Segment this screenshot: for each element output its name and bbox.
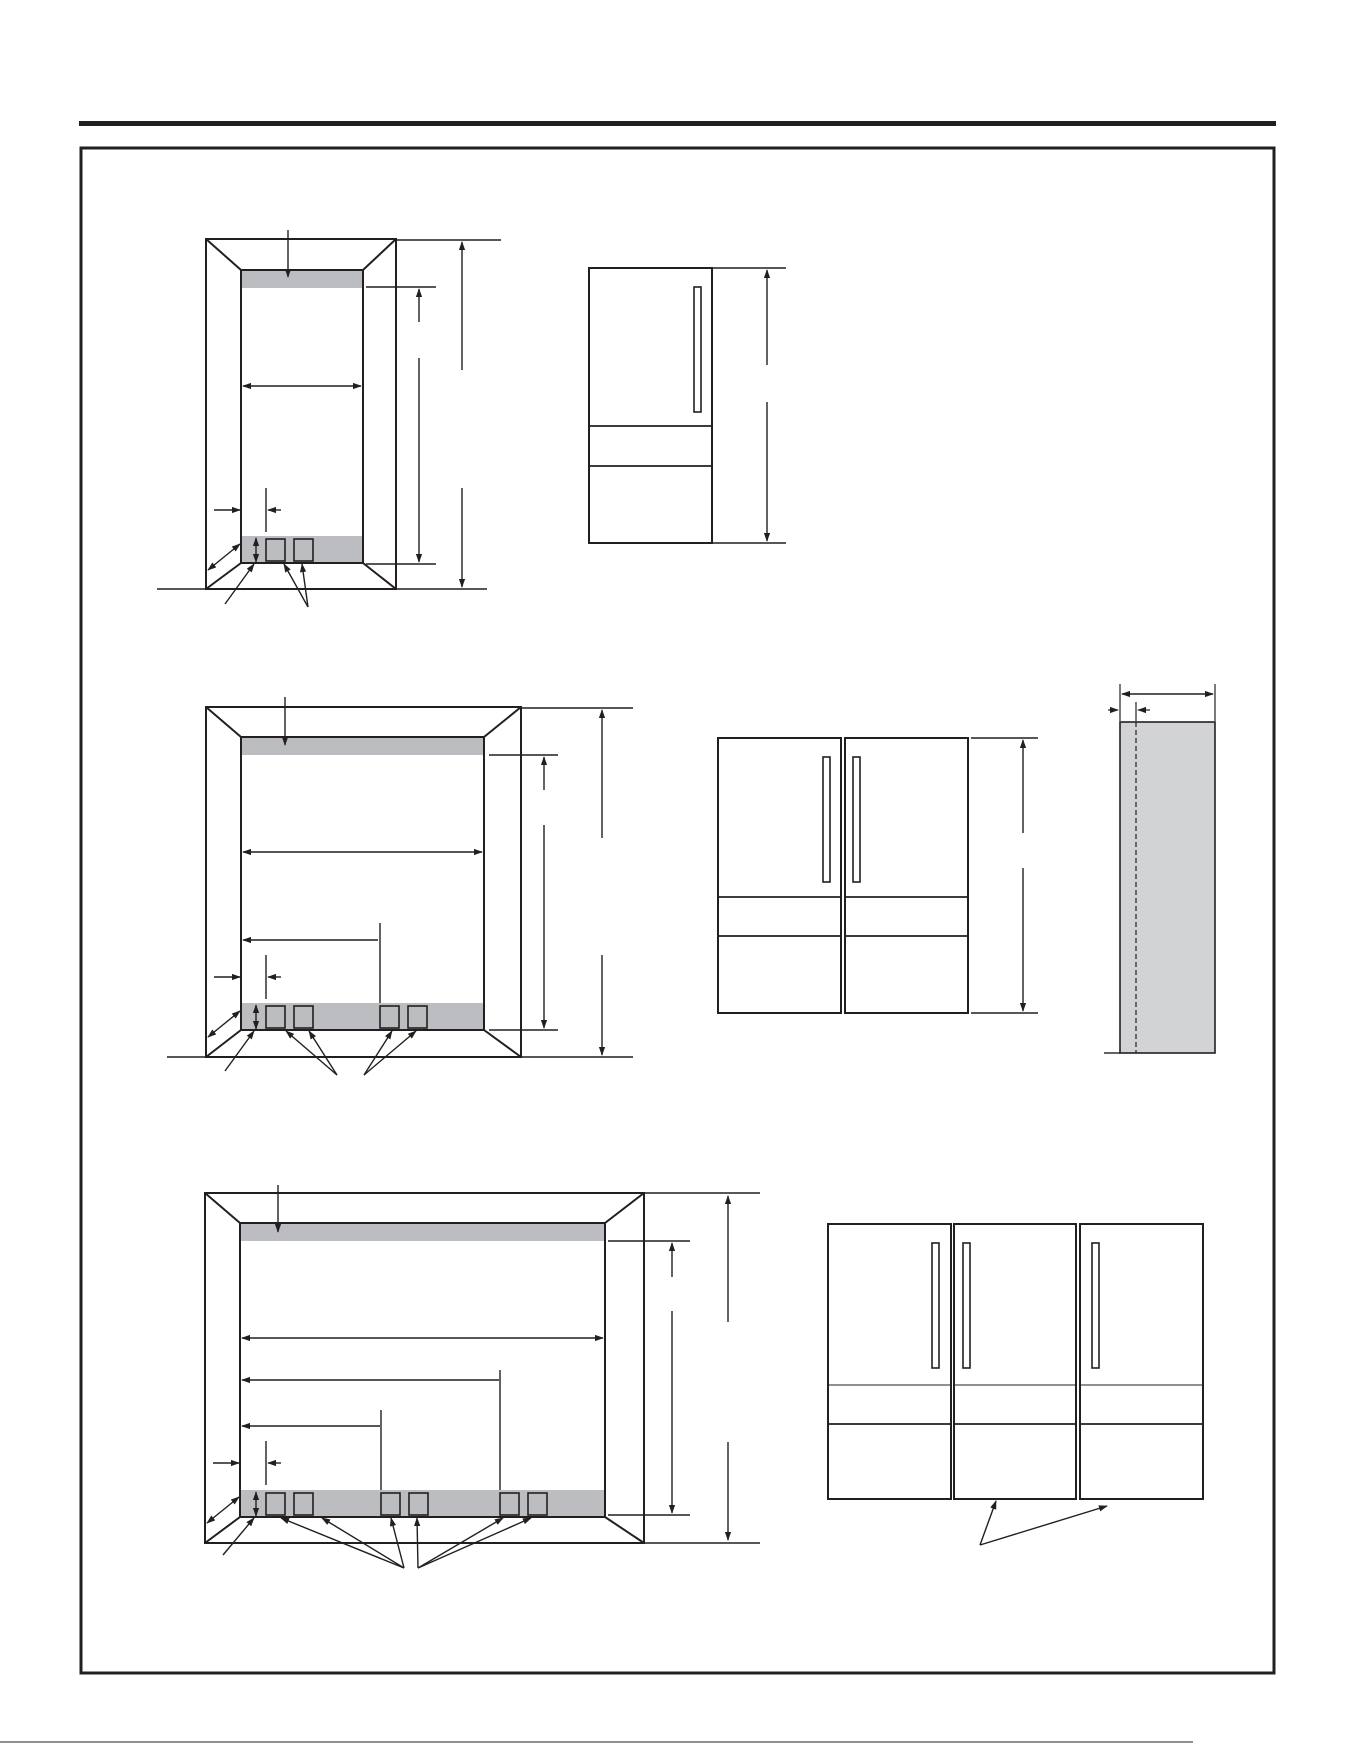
gap-arrow [980,1506,1107,1545]
door-handle [932,1243,939,1368]
triple-opening-diagram [205,1185,760,1568]
header-rule [79,121,1276,126]
door-handle [823,757,830,882]
refrigerator-body [845,738,968,1013]
opening-top-shade [240,1223,605,1241]
side-panel-diagram [1104,684,1215,1053]
opening-top-shade [241,270,363,288]
door-handle [694,287,701,412]
refrigerator-body [954,1224,1076,1499]
opening-outline [240,1223,605,1517]
single-opening-diagram [157,230,501,607]
opening-bottom-shade [241,1003,484,1030]
double-opening-diagram [167,697,633,1075]
side-panel [1120,722,1215,1053]
gap-arrow [980,1501,996,1545]
opening-bottom-shade [241,536,363,563]
door-handle [853,757,860,882]
single-refrigerator-diagram [589,268,786,543]
opening-top-shade [241,737,484,755]
opening-outline [241,737,484,1030]
diagram-frame [81,148,1274,1673]
door-handle [1092,1243,1099,1368]
triple-refrigerator-diagram [828,1224,1203,1545]
door-handle [963,1243,970,1368]
double-refrigerator-diagram [718,738,1038,1013]
opening-outline [241,270,363,563]
